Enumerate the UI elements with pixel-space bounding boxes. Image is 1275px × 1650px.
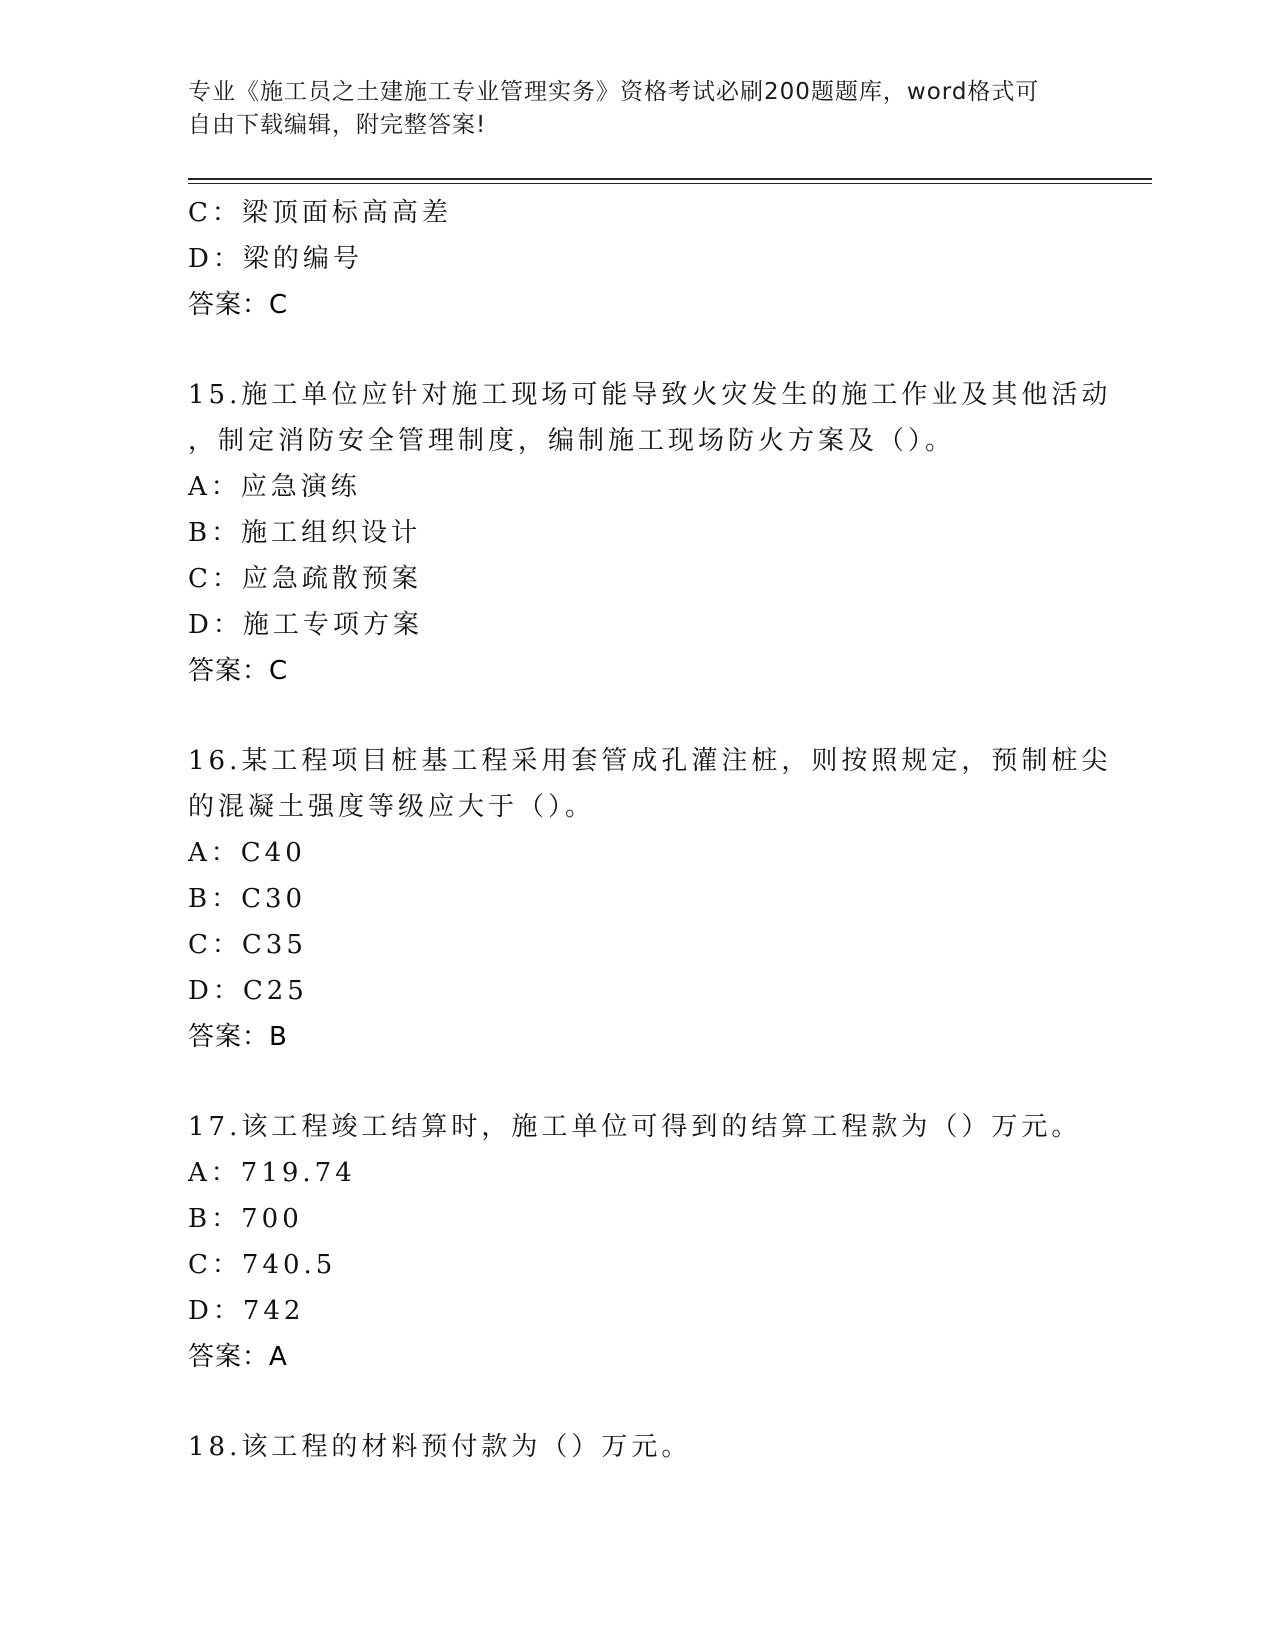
question-14-tail — [188, 190, 1148, 328]
question-18 — [188, 1424, 1148, 1470]
question-16 — [188, 738, 1148, 1060]
option-a: A：应急演练 — [188, 472, 361, 502]
option-d: D：梁的编号 — [188, 244, 363, 274]
question-text-line-1: 16.某工程项目桩基工程采用套管成孔灌注桩，则按照规定，预制桩尖 — [188, 746, 1112, 776]
option-c: C：740.5 — [188, 1250, 337, 1280]
answer: 答案：B — [188, 1022, 288, 1052]
option-a: A：719.74 — [188, 1158, 356, 1188]
question-text-line-2: ，制定消防安全管理制度，编制施工现场防火方案及（）。 — [188, 426, 956, 456]
document-body — [188, 190, 1148, 1470]
header-line-2: 自由下载编辑，附完整答案! — [188, 112, 487, 138]
option-d: D：施工专项方案 — [188, 610, 423, 640]
question-text-line-2: 的混凝土强度等级应大于（）。 — [188, 792, 596, 822]
option-c: C：C35 — [188, 930, 307, 960]
header-divider-thin — [188, 183, 1152, 184]
option-c: C：梁顶面标高高差 — [188, 198, 452, 228]
option-b: B：施工组织设计 — [188, 518, 422, 548]
question-text-line-1: 17.该工程竣工结算时，施工单位可得到的结算工程款为（）万元。 — [188, 1112, 1082, 1142]
question-text-line-1: 15.施工单位应针对施工现场可能导致火灾发生的施工作业及其他活动 — [188, 380, 1112, 410]
answer: 答案：C — [188, 290, 289, 320]
option-b: B：C30 — [188, 884, 307, 914]
option-c: C：应急疏散预案 — [188, 564, 422, 594]
header-divider-thick — [188, 178, 1152, 180]
question-15 — [188, 372, 1148, 694]
option-d: D：742 — [188, 1296, 305, 1326]
option-a: A：C40 — [188, 838, 306, 868]
header-line-1: 专业《施工员之土建施工专业管理实务》资格考试必刷200题题库，word格式可 — [188, 79, 1040, 105]
option-b: B：700 — [188, 1204, 303, 1234]
question-17 — [188, 1104, 1148, 1380]
question-text-line-1: 18.该工程的材料预付款为（）万元。 — [188, 1432, 692, 1462]
page-header — [188, 76, 1068, 142]
answer: 答案：C — [188, 656, 289, 686]
answer: 答案：A — [188, 1342, 288, 1372]
option-d: D：C25 — [188, 976, 308, 1006]
